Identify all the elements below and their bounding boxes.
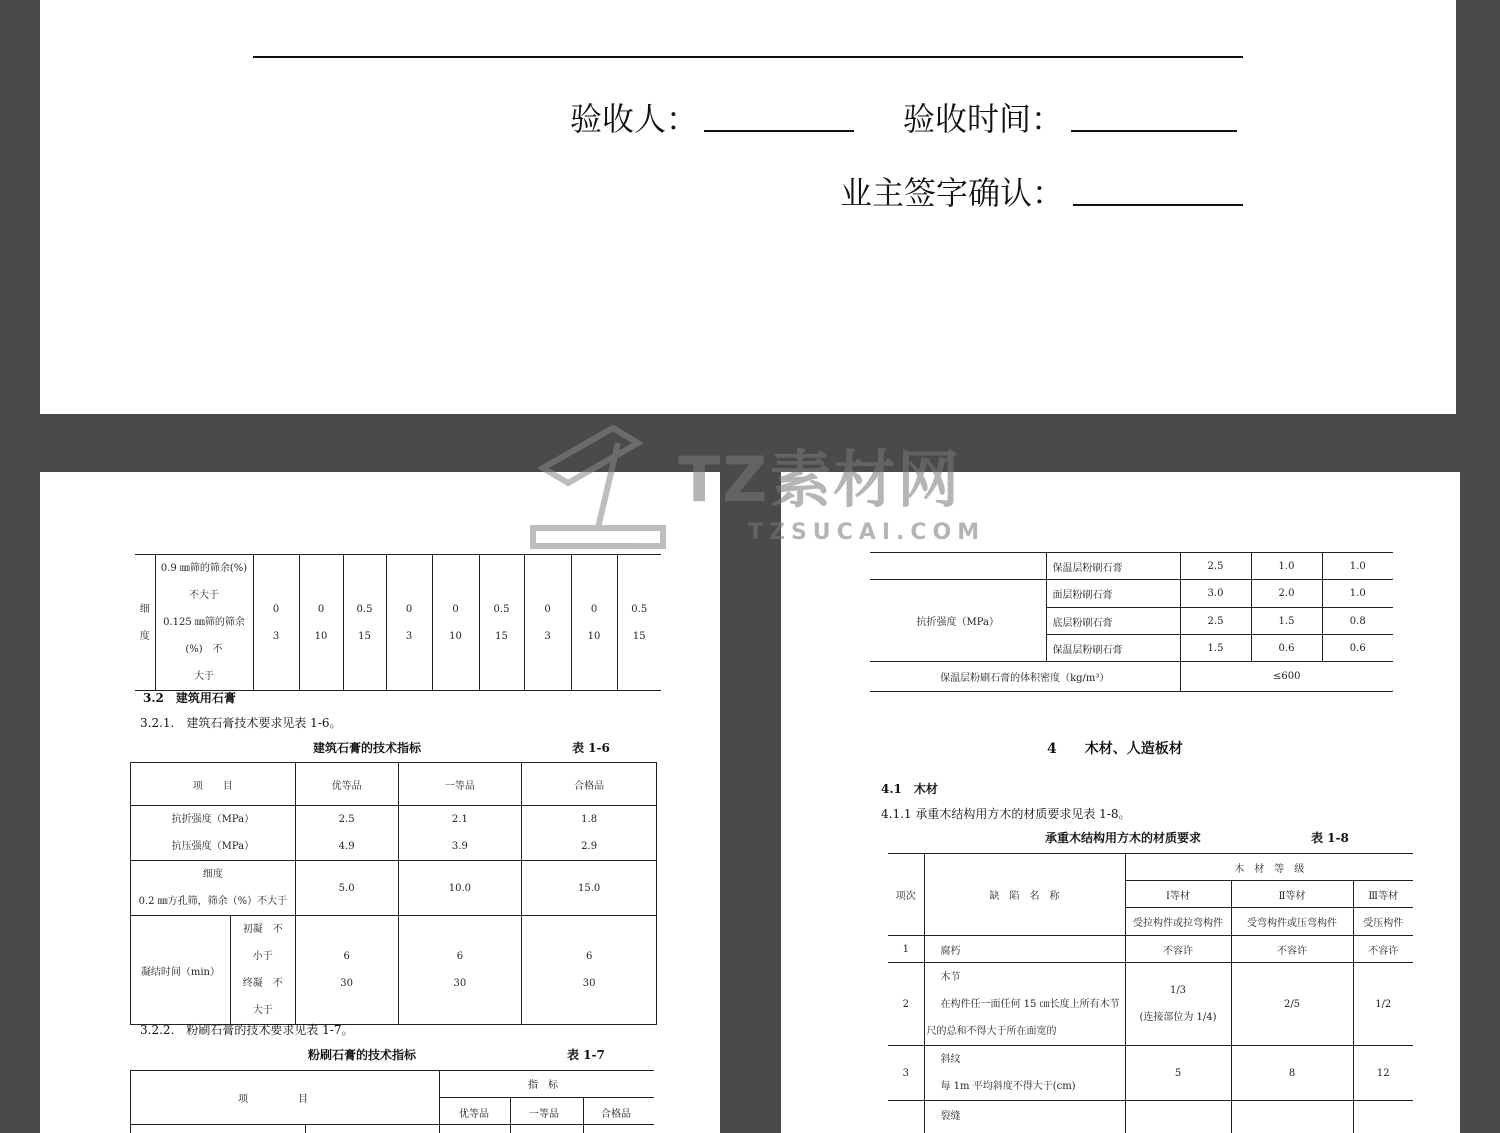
- table-header-cell: 项 目: [131, 763, 296, 806]
- table-cell: 6 30: [398, 916, 522, 1025]
- density-label: 保温层粉刷石膏的体积密度（kg/m³）: [870, 662, 1180, 692]
- table-cell: 保温层粉刷石膏: [1046, 635, 1180, 662]
- row-index: 1: [888, 936, 924, 963]
- usage-cell: 受拉构件或拉弯构件: [1125, 908, 1231, 936]
- row-index: 3: [888, 1046, 924, 1101]
- table-cell: 不容许: [1231, 936, 1353, 963]
- table-cell-setting-time: 凝结时间（min）: [131, 916, 231, 1025]
- table-header-index: 项次: [888, 854, 924, 936]
- defect-name: 腐朽: [924, 936, 1125, 963]
- table-cell: 1.5: [1180, 635, 1251, 662]
- fineness-value: 0 10: [571, 555, 617, 691]
- table-cell: 6 30: [522, 916, 657, 1025]
- table-1-7-col-rule: [583, 1097, 584, 1133]
- table-cell: 3.0: [1180, 580, 1251, 608]
- usage-cell: 受弯构件或压弯构件: [1231, 908, 1353, 936]
- table-cell: 不容许: [1125, 936, 1231, 963]
- table-1-7-index-header: 指 标: [528, 1080, 558, 1091]
- row-index: [888, 1101, 924, 1133]
- usage-cell: 受压构件: [1353, 908, 1413, 936]
- watermark-brand: TZ素材网: [678, 443, 962, 516]
- defect-name: 木节 在构件任一面任何 15 ㎝长度上所有木节 尺的总和不得大于所在面宽的: [924, 963, 1125, 1046]
- table-cell: 1.8 2.9: [522, 806, 657, 861]
- fineness-value: 0 10: [299, 555, 343, 691]
- grade-cell: Ⅰ等材: [1125, 881, 1231, 908]
- table-cell-strength: 抗折强度（MPa） 抗压强度（MPa）: [131, 806, 296, 861]
- acceptor-blank[interactable]: [704, 130, 854, 132]
- table-1-7-col-rule: [305, 1124, 306, 1133]
- fineness-value: 0 3: [524, 555, 571, 691]
- table-cell: 2/5: [1231, 963, 1353, 1046]
- table-cell: 1.0: [1322, 580, 1393, 608]
- section-3-2-heading: 3.2 建筑用石膏: [143, 691, 236, 705]
- chapter-4-heading: 4 木材、人造板材: [1047, 741, 1183, 757]
- table-cell: 15.0: [522, 861, 657, 916]
- owner-label: 业主签字确认：: [840, 174, 1065, 212]
- density-value: ≤600: [1180, 662, 1393, 692]
- table-1-8-title: 承重木结构用方木的材质要求: [1045, 831, 1202, 845]
- table-1-8-number: 表 1-8: [1311, 831, 1349, 845]
- table-group-label: 抗折强度（MPa）: [870, 580, 1046, 662]
- table-1-6: [130, 762, 657, 1025]
- table-1-6-number: 表 1-6: [572, 741, 610, 755]
- table-cell: [1353, 1101, 1413, 1133]
- table-cell: 1.0: [1251, 553, 1322, 580]
- table-cell: 底层粉刷石膏: [1046, 608, 1180, 635]
- table-1-7-grade: 合格品: [601, 1109, 631, 1120]
- table-1-7-item-header: 项 目: [238, 1094, 308, 1105]
- table-cell: 2.5: [1180, 608, 1251, 635]
- section-4-1-heading: 4.1 木材: [881, 782, 938, 796]
- table-cell: 2.5 4.9: [295, 806, 398, 861]
- table-cell: [870, 553, 1046, 580]
- table-1-7-top-rule: [130, 1070, 654, 1071]
- table-cell-setting-sub: 初凝 不 小于 终凝 不 大于: [230, 916, 295, 1025]
- table-1-7-title: 粉刷石膏的技术指标: [308, 1048, 417, 1062]
- owner-blank[interactable]: [1073, 204, 1243, 206]
- table-cell: 0.6: [1251, 635, 1322, 662]
- fineness-value: 0.5 15: [479, 555, 524, 691]
- time-label: 验收时间：: [903, 100, 1064, 138]
- fineness-criteria: 0.9 ㎜筛的筛余(%) 不大于 0.125 ㎜筛的筛余 (%) 不 大于: [155, 555, 253, 691]
- table-cell-fineness: 细度 0.2 ㎜方孔筛，筛余（%）不大于: [131, 861, 296, 916]
- fineness-value: 0 3: [253, 555, 299, 691]
- text-4-1-1: 4.1.1 承重木结构用方木的材质要求见表 1-8。: [881, 807, 1131, 821]
- fineness-value: 0.5 15: [343, 555, 386, 691]
- table-1-7-number: 表 1-7: [567, 1048, 605, 1062]
- table-1-8: [888, 853, 1413, 1133]
- table-1-7-sub-rule: [439, 1097, 654, 1098]
- table-1-7-grade: 优等品: [459, 1109, 489, 1120]
- table-cell: 不容许: [1353, 936, 1413, 963]
- time-blank[interactable]: [1071, 130, 1237, 132]
- table-1-7-col-rule: [510, 1097, 511, 1133]
- top-rule: [253, 56, 1243, 58]
- table-header-cell: 一等品: [398, 763, 522, 806]
- fineness-value: 0.5 15: [617, 555, 661, 691]
- table-cell: 2.1 3.9: [398, 806, 522, 861]
- table-cell: 1.0: [1322, 553, 1393, 580]
- table-cell: 12: [1353, 1046, 1413, 1101]
- table-header-cell: 合格品: [522, 763, 657, 806]
- acceptor-label: 验收人：: [570, 100, 699, 138]
- table-1-7-row-rule: [130, 1124, 654, 1125]
- table-cell: 保温层粉刷石膏: [1046, 553, 1180, 580]
- signature-page: [40, 0, 1456, 414]
- table-cell: 2.5: [1180, 553, 1251, 580]
- table-cell: 1/2: [1353, 963, 1413, 1046]
- watermark-domain: TZSUCAI.COM: [748, 520, 986, 545]
- table-cell: 2.0: [1251, 580, 1322, 608]
- table-1-7-grade: 一等品: [529, 1109, 559, 1120]
- table-header-cell: 优等品: [295, 763, 398, 806]
- table-1-6-title: 建筑石膏的技术指标: [313, 741, 422, 755]
- left-document-page: [40, 472, 720, 1133]
- grade-cell: Ⅲ等材: [1353, 881, 1413, 908]
- table-cell: [1125, 1101, 1231, 1133]
- grade-cell: Ⅱ等材: [1231, 881, 1353, 908]
- table-cell: 5.0: [295, 861, 398, 916]
- fineness-value: 0 10: [432, 555, 479, 691]
- table-cell: 0.8: [1322, 608, 1393, 635]
- right-document-page: [781, 472, 1460, 1133]
- table-1-7-continued: [870, 552, 1393, 692]
- table-header-grade: 木 材 等 级: [1125, 854, 1413, 881]
- table-cell: 5: [1125, 1046, 1231, 1101]
- defect-name: 斜纹 每 1m 平均斜度不得大于(cm): [924, 1046, 1125, 1101]
- defect-name: 裂缝: [924, 1101, 1125, 1133]
- text-3-2-2: 3.2.2. 粉刷石膏的技术要求见表 1-7。: [140, 1023, 354, 1037]
- row-index: 2: [888, 963, 924, 1046]
- table-cell: 1/3 (连接部位为 1/4): [1125, 963, 1231, 1046]
- table-cell: 0.6: [1322, 635, 1393, 662]
- table-cell: 8: [1231, 1046, 1353, 1101]
- fineness-side-label: 细 度: [135, 555, 155, 691]
- fineness-table: [135, 554, 661, 691]
- table-cell: [1231, 1101, 1353, 1133]
- fineness-value: 0 3: [386, 555, 432, 691]
- table-header-defect: 缺 陷 名 称: [924, 854, 1125, 936]
- table-cell: 6 30: [295, 916, 398, 1025]
- table-cell: 面层粉刷石膏: [1046, 580, 1180, 608]
- text-3-2-1: 3.2.1. 建筑石膏技术要求见表 1-6。: [140, 716, 342, 730]
- table-cell: 10.0: [398, 861, 522, 916]
- table-cell: 1.5: [1251, 608, 1322, 635]
